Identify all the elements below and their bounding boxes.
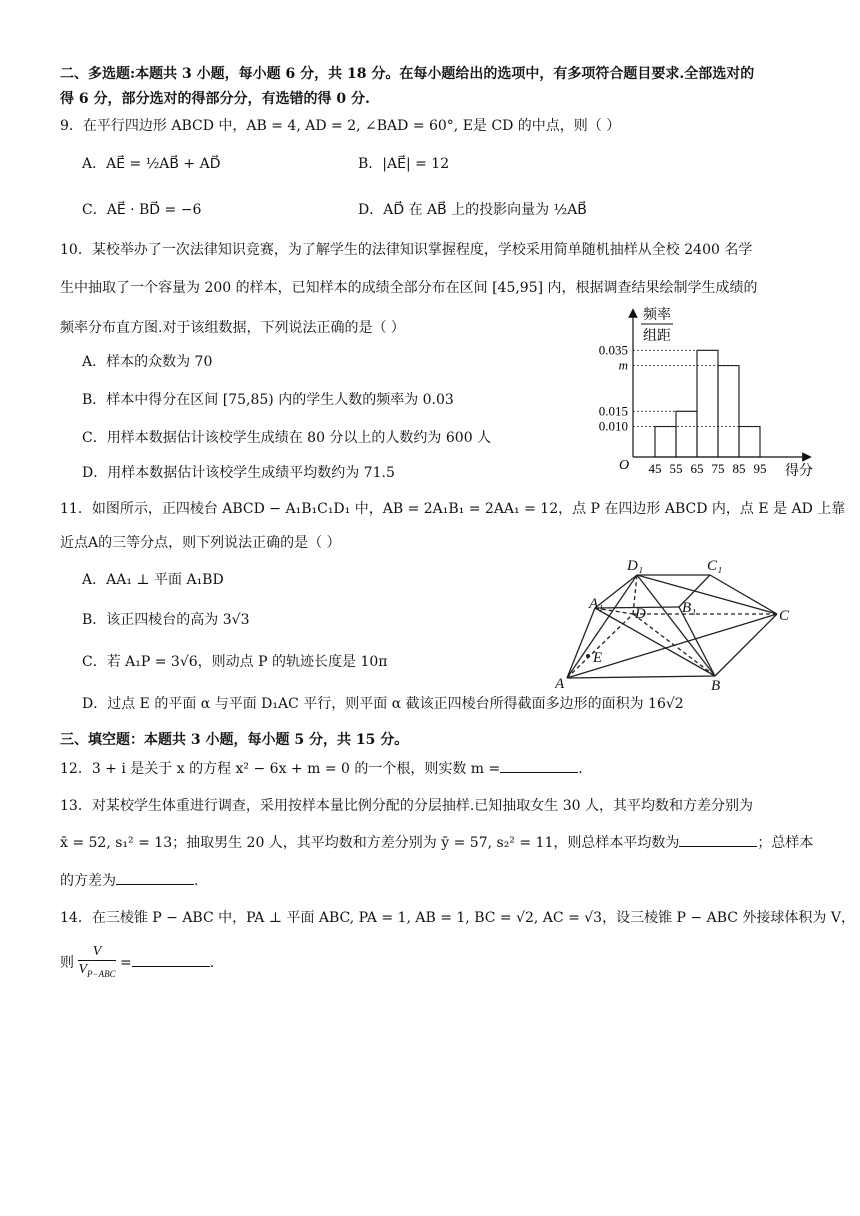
q12-answer-blank[interactable] xyxy=(500,758,578,773)
q9-option-d: D．AD⃗ 在 AB⃗ 上的投影向量为 ½AB⃗ xyxy=(358,202,587,218)
q14-fraction-denominator: V xyxy=(78,962,88,977)
x-tick-label: 45 xyxy=(648,461,662,476)
histogram-bar xyxy=(655,427,676,457)
q10-option-c: C．用样本数据估计该校学生成绩在 80 分以上的人数约为 600 人 xyxy=(82,430,492,446)
q11-option-a: A．AA₁ ⊥ 平面 A₁BD xyxy=(82,572,224,588)
histogram-bar xyxy=(697,350,718,457)
frequency-histogram xyxy=(585,305,820,490)
q14-answer-blank[interactable] xyxy=(132,952,210,967)
q9-option-a: A．AE⃗ = ½AB⃗ + AD⃗ xyxy=(82,156,221,172)
vertex-label-a: A xyxy=(555,676,565,692)
frustum-figure xyxy=(555,550,805,695)
q13-stem-2b: ；总样本 xyxy=(757,835,814,851)
x-tick-label: 95 xyxy=(753,461,767,476)
x-axis-label: 得分 xyxy=(785,464,813,479)
q14-fraction-numerator: V xyxy=(78,944,115,961)
y-axis-label-bottom: 组距 xyxy=(643,329,671,344)
q11-stem-2: 近点A的三等分点，则下列说法正确的是（ ） xyxy=(60,535,341,551)
q9-option-b: B．|AE⃗| = 12 xyxy=(358,156,450,172)
q9-option-c: C．AE⃗ · BD⃗ = −6 xyxy=(82,202,202,218)
q13-stem-3: 的方差为 xyxy=(60,873,116,889)
q14-stem-2-post: = xyxy=(120,954,132,971)
vertex-label-a1: A₁ xyxy=(589,596,604,612)
q13-mean-blank[interactable] xyxy=(679,832,757,847)
q10-option-a: A．样本的众数为 70 xyxy=(82,354,213,370)
q13-line-3: 的方差为 . xyxy=(60,870,198,891)
x-tick-label: 55 xyxy=(669,461,683,476)
vertex-label-b: B xyxy=(711,678,721,694)
q11-option-b: B．该正四棱台的高为 3√3 xyxy=(82,612,250,628)
point-label-e: E xyxy=(593,650,603,666)
vertex-label-b1: B₁ xyxy=(682,600,697,616)
q11-option-c: C．若 A₁P = 3√6，则动点 P 的轨迹长度是 10π xyxy=(82,654,388,670)
q14-line-2: 则 V $V_{P-ABC}$ = . xyxy=(60,944,214,982)
q11-option-d: D．过点 E 的平面 α 与平面 D₁AC 平行，则平面 α 截该正四棱台所得截面多边形的面积为 16√2 xyxy=(82,696,684,712)
q11-stem-1: 11．如图所示，正四棱台 ABCD − A₁B₁C₁D₁ 中，AB = 2A₁B₁ = 2AA₁ = 12，点 P 在四边形 ABCD 内，点 E 是 AD 上靠 xyxy=(60,501,846,517)
vertex-label-c: C xyxy=(779,608,790,624)
q13-line-2 xyxy=(60,832,813,853)
section-2-title: 二、多选题:本题共 3 小题，每小题 6 分，共 18 分。在每小题给出的选项中，有多项符合题目要求.全部选对的 xyxy=(60,66,755,82)
q13-stem-2a: x̄ = 52, s₁² = 13；抽取男生 20 人，其平均数和方差分别为 ȳ = 57, s₂² = 11，则总样本平均数为 xyxy=(60,835,680,851)
vertex-label-c1: C₁ xyxy=(707,558,723,574)
q9-stem: 9．在平行四边形 ABCD 中，AB = 4, AD = 2, ∠BAD = 60°, E是 CD 的中点，则（ ） xyxy=(60,118,621,134)
q13-variance-blank[interactable] xyxy=(116,870,194,885)
q10-stem-2: 生中抽取了一个容量为 200 的样本，已知样本的成绩全部分布在区间 [45,95] 内，根据调查结果绘制学生成绩的 xyxy=(60,280,758,296)
x-tick-label: 65 xyxy=(690,461,704,476)
vertex-label-d: D xyxy=(635,606,646,622)
q14-stem-2-pre: 则 xyxy=(60,954,74,971)
origin-label: O xyxy=(619,458,630,473)
y-tick-label: m xyxy=(618,357,628,373)
q10-stem-3: 频率分布直方图.对于该组数据，下列说法正确的是（ ） xyxy=(60,320,405,336)
q14-fraction xyxy=(78,944,115,982)
y-axis-label-top: 频率 xyxy=(643,308,671,323)
y-tick-label: 0.015 xyxy=(598,403,628,419)
x-tick-label: 75 xyxy=(711,461,725,476)
q10-option-b: B．样本中得分在区间 [75,85) 内的学生人数的频率为 0.03 xyxy=(82,392,454,408)
y-tick-label: 0.035 xyxy=(598,342,628,358)
vertex-label-d1: D₁ xyxy=(627,558,644,574)
q10-stem-1: 10．某校举办了一次法律知识竞赛，为了解学生的法律知识掌握程度，学校采用简单随机抽样从全校 2400 名学 xyxy=(60,242,753,258)
q12-line: 12．3 + i 是关于 x 的方程 x² − 6x + m = 0 的一个根，则实数 m = . xyxy=(60,758,583,779)
y-tick-label: 0.010 xyxy=(598,418,628,434)
x-tick-label: 85 xyxy=(732,461,746,476)
histogram-bar xyxy=(676,411,697,457)
histogram-bar xyxy=(739,427,760,457)
q10-option-d: D．用样本数据估计该校学生成绩平均数约为 71.5 xyxy=(82,465,395,481)
q12-stem: 12．3 + i 是关于 x 的方程 x² − 6x + m = 0 的一个根，则实数 m = xyxy=(60,761,501,777)
q14-stem-1: 14．在三棱锥 P − ABC 中，PA ⊥ 平面 ABC, PA = 1, AB = 1, BC = √2, AC = √3，设三棱锥 P − ABC 外接球体积为 V， xyxy=(60,910,855,926)
q13-stem-1: 13．对某校学生体重进行调查，采用按样本量比例分配的分层抽样.已知抽取女生 30 人，其平均数和方差分别为 xyxy=(60,798,753,814)
section-2-title-cont: 得 6 分，部分选对的得部分分，有选错的得 0 分. xyxy=(60,91,370,107)
histogram-bar xyxy=(718,366,739,457)
section-3-title: 三、填空题：本题共 3 小题，每小题 5 分，共 15 分。 xyxy=(60,732,409,748)
q14-fraction-denominator-sub: P−ABC xyxy=(87,968,116,979)
